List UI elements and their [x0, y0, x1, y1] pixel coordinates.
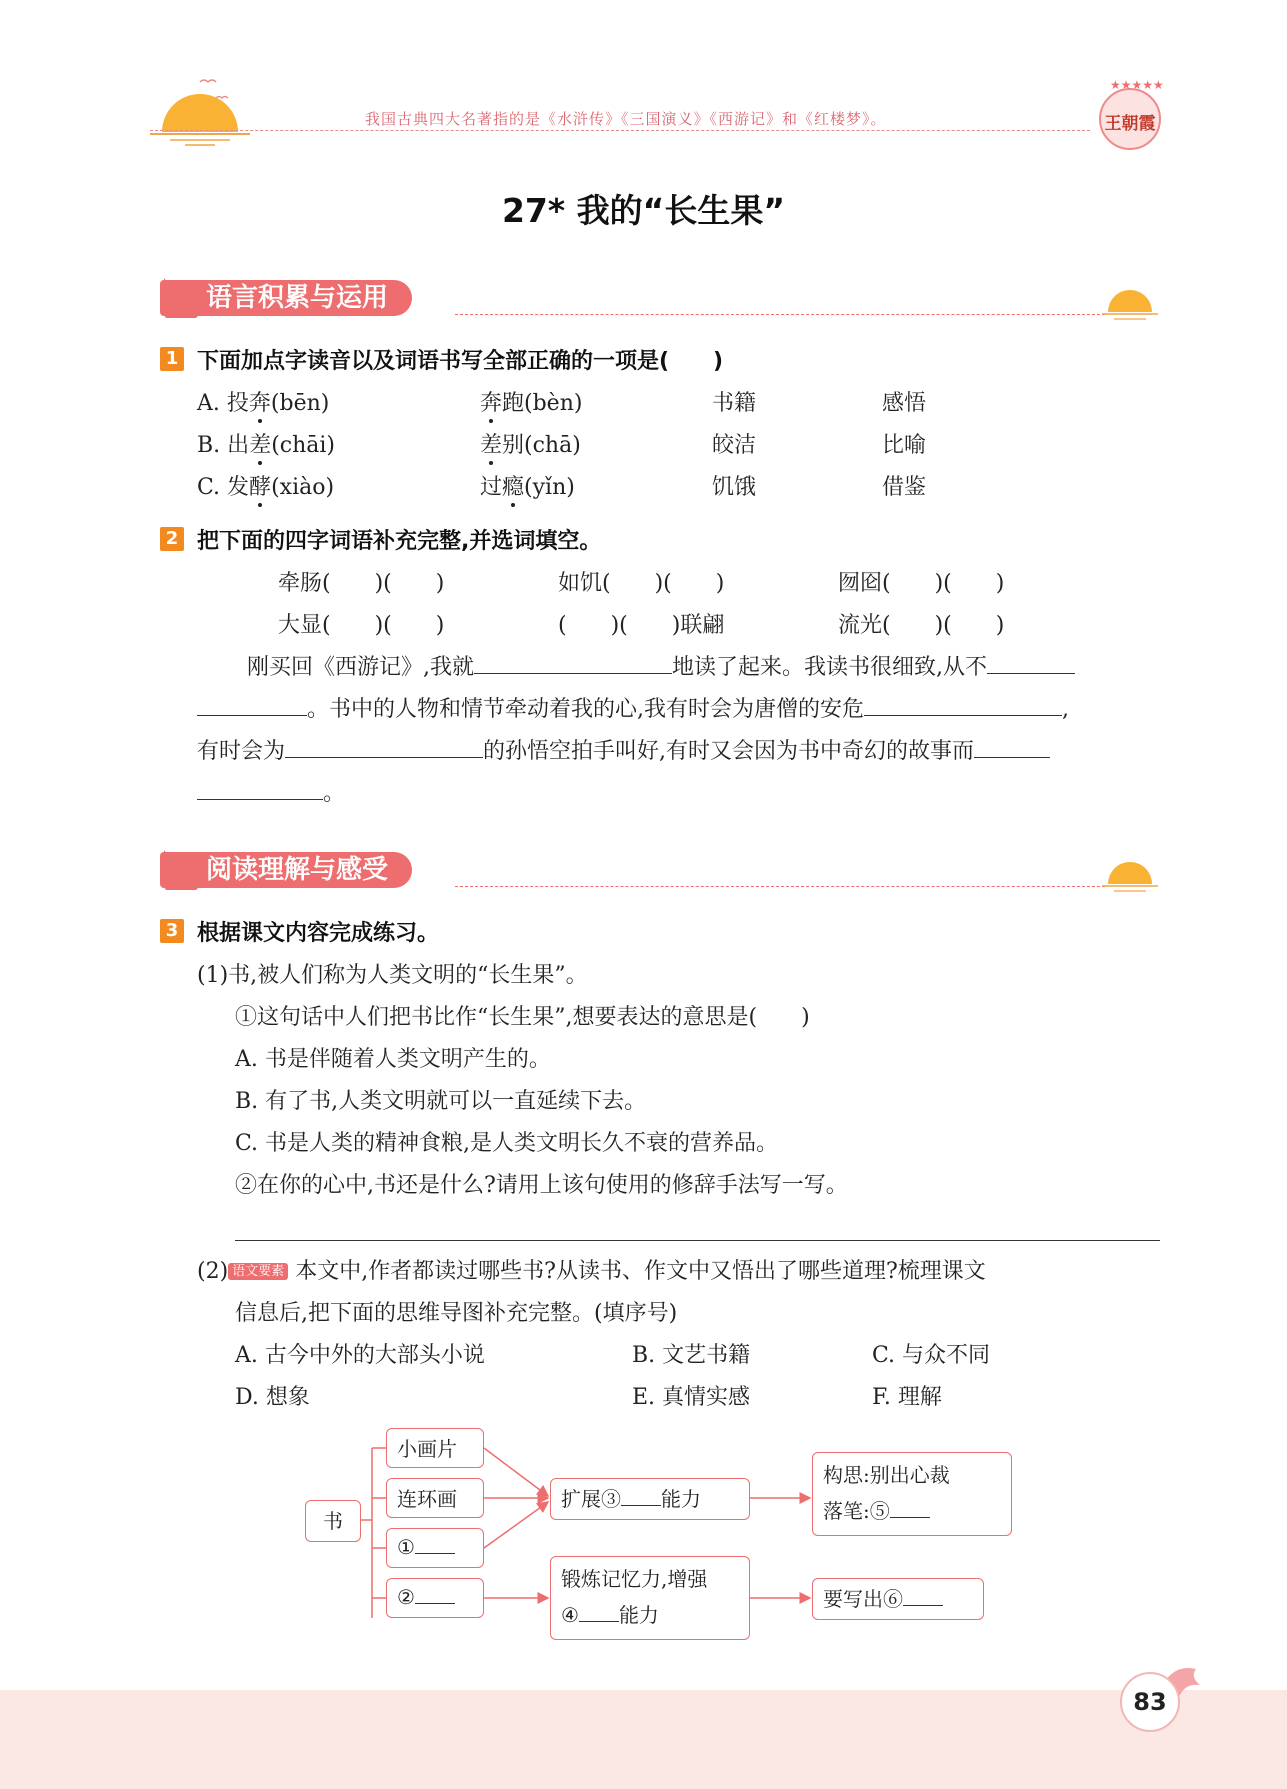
word-part: 发 — [227, 475, 250, 500]
mindmap-blank[interactable] — [621, 1485, 661, 1506]
section-divider — [455, 314, 1105, 315]
sub-question — [197, 1254, 986, 1285]
question-stem: 下面加点字读音以及词语书写全部正确的一项是( ) — [197, 349, 724, 374]
question-number: 3 — [160, 919, 184, 943]
mindmap-text: 落笔:⑤ — [823, 1499, 890, 1523]
para-text: 地读了起来。我读书很细致,从不 — [672, 655, 987, 680]
option-row — [197, 386, 329, 417]
para-text: 。 — [323, 781, 346, 806]
idiom-blank[interactable]: 流光( )( ) — [838, 613, 1005, 638]
mindmap-text: 能力 — [661, 1487, 701, 1511]
fill-paragraph-line — [197, 692, 1069, 723]
mindmap-middle[interactable] — [550, 1556, 750, 1640]
circled-number: ④ — [561, 1603, 579, 1627]
section-divider — [455, 886, 1105, 887]
word-part: (yǐn) — [524, 475, 575, 500]
mindmap-right[interactable] — [812, 1452, 1012, 1536]
mindmap-blank[interactable] — [903, 1585, 943, 1606]
sub-question-text: 信息后,把下面的思维导图补充完整。(填序号) — [235, 1301, 678, 1326]
option-word — [480, 470, 575, 501]
mindmap-blank[interactable] — [579, 1601, 619, 1622]
circled-number: ① — [397, 1535, 415, 1559]
sub-question: ②在你的心中,书还是什么?请用上该句使用的修辞手法写一写。 — [235, 1173, 848, 1198]
idiom-blank[interactable]: 囫囵( )( ) — [838, 571, 1005, 596]
answer-blank[interactable] — [987, 651, 1075, 674]
answer-blank[interactable] — [285, 735, 483, 758]
option-word: 饥饿 — [712, 475, 757, 500]
circled-number: ② — [397, 1585, 415, 1609]
mindmap-branch[interactable] — [386, 1528, 484, 1568]
option-label: C. — [197, 475, 221, 500]
option-word: 感悟 — [882, 391, 927, 416]
question-stem: 把下面的四字词语补充完整,并选词填空。 — [197, 529, 602, 554]
sunset-small-icon — [1100, 852, 1160, 902]
choice-option: B. 文艺书籍 — [632, 1343, 751, 1368]
sub-question: (1)书,被人们称为人类文明的“长生果”。 — [197, 963, 588, 988]
word-part: (chāi) — [271, 433, 336, 458]
idiom-blank[interactable]: ( )( )联翩 — [558, 613, 725, 638]
option-word: 比喻 — [882, 433, 927, 458]
idiom-blank[interactable]: 牵肠( )( ) — [278, 571, 445, 596]
dotted-char: 差 — [480, 433, 503, 458]
mindmap-blank[interactable] — [890, 1497, 930, 1518]
option-word: 皎洁 — [712, 433, 757, 458]
sunset-small-icon — [1100, 280, 1160, 330]
word-part: 投 — [226, 391, 249, 416]
dotted-char: 奔 — [248, 391, 271, 416]
mindmap-text: 要写出⑥ — [823, 1587, 903, 1611]
mindmap-blank[interactable] — [415, 1533, 455, 1554]
mindmap-text: 锻炼记忆力,增强 — [561, 1567, 708, 1591]
option-row — [197, 428, 335, 459]
fill-paragraph-line — [197, 776, 345, 807]
word-part: 跑(bèn) — [502, 391, 583, 416]
word-part: 出 — [227, 433, 250, 458]
answer-blank[interactable] — [197, 693, 307, 716]
question-number: 1 — [160, 347, 184, 371]
option-label: B. — [197, 433, 221, 458]
para-text: , — [1062, 697, 1069, 722]
page-title: 27* 我的“长生果” — [501, 191, 786, 230]
option-row — [197, 470, 334, 501]
word-part: (xiào) — [271, 475, 335, 500]
para-text: 刚买回《西游记》,我就 — [247, 655, 474, 680]
page-footer-band — [0, 1690, 1287, 1789]
choice-option: D. 想象 — [235, 1385, 310, 1410]
idiom-blank[interactable]: 大显( )( ) — [278, 613, 445, 638]
svg-text:★★★★★: ★★★★★ — [1110, 78, 1164, 92]
dotted-char: 差 — [249, 433, 272, 458]
option-word — [480, 428, 581, 459]
para-text: 的孙悟空拍手叫好,有时又会因为书中奇幻的故事而 — [483, 739, 975, 764]
option-label: A. — [197, 391, 220, 416]
mindmap-text: 能力 — [618, 1603, 659, 1627]
mindmap-branch[interactable] — [386, 1578, 484, 1618]
para-text: 。书中的人物和情节牵动着我的心,我有时会为唐僧的安危 — [307, 697, 864, 722]
section-banner-language: 语言积累与运用 — [160, 280, 412, 316]
choice-option: C. 与众不同 — [872, 1343, 991, 1368]
sunset-icon — [140, 70, 260, 150]
choice-option: F. 理解 — [872, 1385, 942, 1410]
mindmap-middle[interactable] — [550, 1478, 750, 1520]
mindmap-branch: 连环画 — [386, 1478, 484, 1518]
choice-option: A. 书是伴随着人类文明产生的。 — [235, 1047, 551, 1072]
word-part: (bēn) — [270, 391, 330, 416]
sub-question-text: 本文中,作者都读过哪些书?从读书、作文中又悟出了哪些道理?梳理课文 — [295, 1259, 986, 1284]
para-text: 有时会为 — [197, 739, 286, 764]
mindmap-root: 书 — [305, 1500, 361, 1542]
word-part: 别(chā) — [502, 433, 581, 458]
teacher-stamp — [1090, 75, 1170, 155]
dotted-char: 瘾 — [502, 475, 525, 500]
stamp-label: 王朝霞 — [1104, 114, 1156, 134]
mindmap-branch: 小画片 — [386, 1428, 484, 1468]
word-part: 过 — [480, 475, 503, 500]
sub-question-number: (2) — [197, 1259, 229, 1284]
dotted-char: 酵 — [249, 475, 272, 500]
answer-blank[interactable] — [864, 693, 1062, 716]
option-word: 借鉴 — [882, 475, 927, 500]
answer-blank[interactable] — [974, 735, 1050, 758]
question-number: 2 — [160, 527, 184, 551]
fill-paragraph-line — [247, 650, 1075, 681]
answer-line[interactable] — [235, 1240, 1160, 1241]
option-word — [480, 386, 582, 417]
tag-badge: 语文要素 — [228, 1263, 288, 1280]
section-banner-reading: 阅读理解与感受 — [160, 852, 412, 888]
choice-option: E. 真情实感 — [632, 1385, 751, 1410]
dotted-char: 奔 — [480, 391, 503, 416]
mindmap-text: 构思:别出心裁 — [823, 1463, 950, 1487]
mindmap-right[interactable] — [812, 1578, 984, 1620]
fill-paragraph-line — [197, 734, 1050, 765]
idiom-blank[interactable]: 如饥( )( ) — [558, 571, 725, 596]
mindmap-text: 扩展③ — [561, 1487, 621, 1511]
header-motto: 我国古典四大名著指的是《水浒传》《三国演义》《西游记》和《红楼梦》。 — [365, 110, 887, 128]
sub-question: ①这句话中人们把书比作“长生果”,想要表达的意思是( ) — [235, 1005, 810, 1030]
answer-blank[interactable] — [474, 651, 672, 674]
page-number: 83 — [1120, 1672, 1180, 1732]
choice-option: B. 有了书,人类文明就可以一直延续下去。 — [235, 1089, 647, 1114]
choice-option: C. 书是人类的精神食粮,是人类文明长久不衰的营养品。 — [235, 1131, 779, 1156]
question-stem: 根据课文内容完成练习。 — [197, 921, 440, 946]
option-word: 书籍 — [712, 391, 757, 416]
mindmap-blank[interactable] — [415, 1583, 455, 1604]
answer-blank[interactable] — [197, 777, 323, 800]
header-rule — [150, 130, 1090, 131]
choice-option: A. 古今中外的大部头小说 — [235, 1343, 485, 1368]
